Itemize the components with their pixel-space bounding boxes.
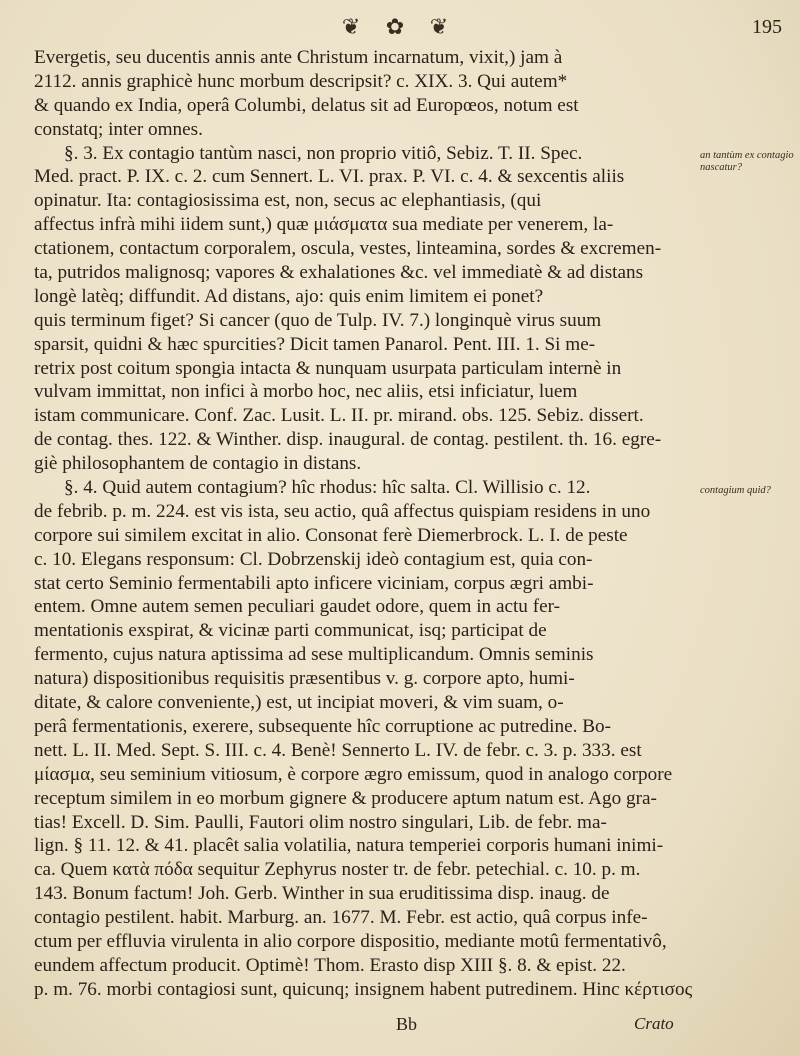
text-line: fermento, cujus natura aptissima ad sese multiplicandum. Omnis seminis [34,644,594,666]
text-line: ta, putridos malignosq; vapores & exhalationes &c. vel immediatè & ad distans [34,262,644,284]
text-line: ca. Quem κατὰ πόδα sequitur Zephyrus noster tr. de febr. petechial. c. 10. p. m. [34,859,641,881]
text-line: ctationem, contactum corporalem, oscula, vestes, linteamina, sordes & excremen- [34,238,662,260]
text-body [34,46,694,1002]
text-line: de contag. thes. 122. & Winther. disp. inaugural. de contag. pestilent. th. 16. egre- [34,429,662,451]
text-line: ctum per effluvia virulenta in alio corpore dispositio, mediante motû fermentativô, [34,930,667,952]
margin-note: contagium quid? [700,485,771,496]
text-line: receptum similem in eo morbum gignere & producere aptum natum est. Ago gra- [34,787,657,809]
text-line: §. 4. Quid autem contagium? hîc rhodus: hîc salta. Cl. Willisio c. 12. [64,477,591,499]
text-line: contagio pestilent. habit. Marburg. an. 1677. M. Febr. est actio, quâ corpus infe- [34,907,648,929]
text-line: c. 10. Elegans responsum: Cl. Dobrzenskij ideò contagium est, quia con- [34,548,593,570]
text-line: istam communicare. Conf. Zac. Lusit. L. II. pr. mirand. obs. 125. Sebiz. dissert. [34,405,644,427]
text-line: eundem affectum producit. Optimè! Thom. Erasto disp XIII §. 8. & epist. 22. [34,954,626,976]
signature-mark: Bb [396,1014,418,1034]
text-line: lign. § 11. 12. & 41. placêt salia volatilia, natura temperiei corporis humani inimi- [34,835,664,857]
text-line: constatq; inter omnes. [34,118,203,140]
text-line: giè philosophantem de contagio in distans. [34,453,362,475]
header-ornament: ❦ ✿ ❦ [341,14,459,39]
text-line: affectus infrà mihi iidem sunt,) quæ μιάσματα sua mediate per venerem, la- [34,214,614,236]
text-line: perâ fermentationis, exerere, subsequente hîc corruptione ac putredine. Bo- [34,715,611,737]
margin-note: an tantùm ex contagio nascatur? [700,150,794,173]
text-line: nett. L. II. Med. Sept. S. III. c. 4. Benè! Sennerto L. IV. de febr. c. 3. p. 333. est [34,739,642,761]
text-line: opinatur. Ita: contagiosissima est, non, secus ac elephantiasis, (qui [34,190,542,212]
text-line: 2112. annis graphicè hunc morbum descripsit? c. XIX. 3. Qui autem* [34,70,568,92]
page-number: 195 [752,16,782,38]
text-line: ditate, & calore conveniente,) est, ut incipiat moveri, & vim suam, o- [34,692,564,714]
text-line: μίασμα, seu seminium vitiosum, è corpore ægro emissum, quod in analogo corpore [34,763,673,785]
text-line: sparsit, quidni & hæc spurcities? Dicit tamen Panarol. Pent. III. 1. Si me- [34,333,596,355]
text-line: de febrib. p. m. 224. est vis ista, seu actio, quâ affectus quispiam residens in uno [34,500,651,522]
text-line: stat certo Seminio fermentabili apto inficere viciniam, corpus ægri ambi- [34,572,594,594]
text-line: retrix post coitum spongia intacta & nunquam usurpata particulam internè in [34,357,622,379]
text-line: entem. Omne autem semen peculiari gaudet odore, quem in actu fer- [34,596,560,618]
text-line: vulvam immittat, non infici à morbo hoc, nec aliis, etsi inficiatur, luem [34,381,578,403]
text-line: corpore sui similem excitat in alio. Consonat ferè Diemerbrock. L. I. de peste [34,524,628,546]
text-line: & quando ex India, operâ Columbi, delatus sit ad Europœos, notum est [34,94,579,116]
text-line: natura) dispositionibus requisitis præsentibus v. g. corpore apto, humi- [34,668,575,690]
text-line: longè latèq; diffundit. Ad distans, ajo: quis enim limitem ei ponet? [34,285,544,307]
text-line: tias! Excell. D. Sim. Paulli, Fautori olim nostro singulari, Lib. de febr. ma- [34,811,607,833]
text-line: Evergetis, seu ducentis annis ante Christum incarnatum, vixit,) jam à [34,47,563,68]
text-line: p. m. 76. morbi contagiosi sunt, quicunq; insignem habent putredinem. Hinc κέρτισος [34,978,693,1000]
text-line: mentationis exspirat, & vicinæ parti communicat, isq; participat de [34,620,547,642]
text-line: §. 3. Ex contagio tantùm nasci, non proprio vitiô, Sebiz. T. II. Spec. [64,142,583,164]
text-line: quis terminum figet? Si cancer (quo de Tulp. IV. 7.) longinquè virus suum [34,309,602,331]
catchword: Crato [634,1014,674,1033]
text-line: Med. pract. P. IX. c. 2. cum Sennert. L. VI. prax. P. VI. c. 4. & sexcentis aliis [34,166,625,188]
text-line: 143. Bonum factum! Joh. Gerb. Winther in sua eruditissima disp. inaug. de [34,883,610,905]
